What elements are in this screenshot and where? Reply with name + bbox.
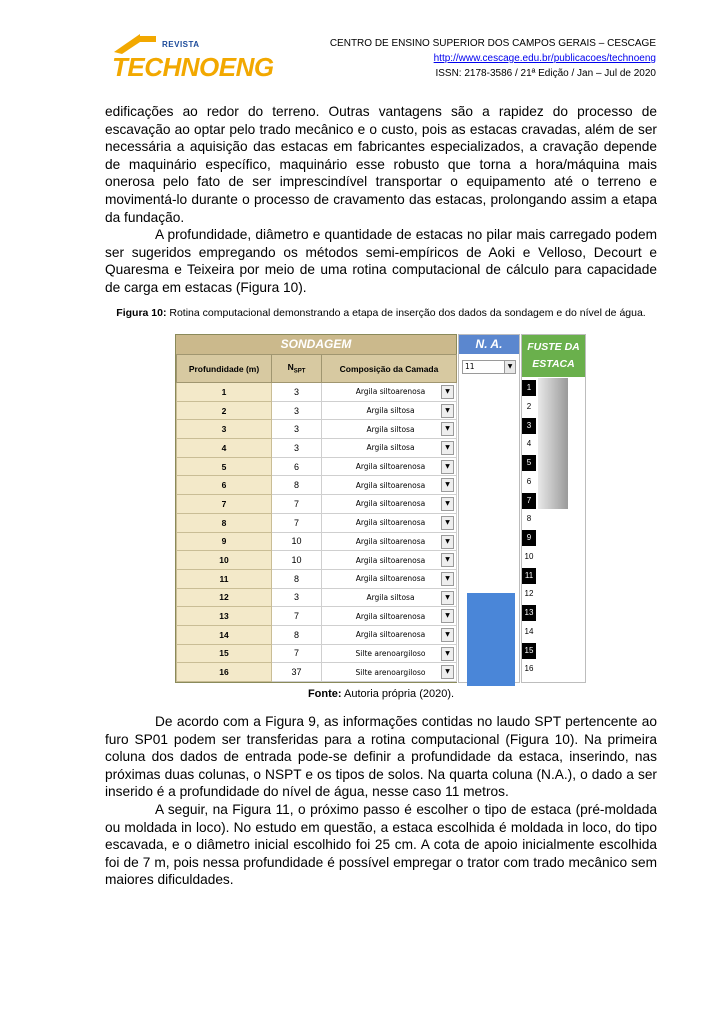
fuste-title — [522, 335, 585, 377]
composicao-value: Argila siltoarenosa — [355, 462, 426, 472]
fuste-depth-label: 7 — [522, 493, 536, 509]
fuste-title-line-2: ESTACA — [532, 358, 575, 370]
fuste-depth-label: 11 — [522, 568, 536, 584]
table-row — [177, 495, 457, 514]
table-row — [177, 625, 457, 644]
cell-profundidade: 15 — [177, 644, 272, 663]
fuste-depth-label: 15 — [522, 643, 536, 659]
sondagem-table — [176, 354, 457, 682]
fuste-depth-label: 10 — [524, 551, 534, 561]
figure-caption-text: Rotina computacional demonstrando a etapa de inserção dos dados da sondagem e do nível de água. — [166, 307, 646, 319]
composicao-value: Argila siltoarenosa — [355, 499, 426, 509]
cell-composicao[interactable] — [322, 663, 457, 682]
chevron-down-icon[interactable]: ▼ — [441, 609, 454, 623]
col-header-composicao: Composição da Camada — [322, 355, 457, 383]
cell-composicao[interactable] — [322, 569, 457, 588]
col-header-profundidade: Profundidade (m) — [177, 355, 272, 383]
cell-profundidade: 14 — [177, 625, 272, 644]
chevron-down-icon[interactable]: ▼ — [441, 422, 454, 436]
cell-nspt[interactable]: 10 — [272, 532, 322, 551]
cell-profundidade: 7 — [177, 495, 272, 514]
paragraph-4: A seguir, na Figura 11, o próximo passo é escolher o tipo de estaca (pré-moldada ou moldada in loco). No estudo em questão, a estaca escolhida é moldada in loco, do tipo escavada, e o diâmetro inicial escolhido foi 25 cm. A cota de apoio inicialmente escolhida foi de 7 m, pois nessa profundidade é possível empregar o trator com trado mecânico sem maiores dificuldades. — [105, 802, 657, 888]
cell-composicao[interactable] — [322, 401, 457, 420]
fuste-depth-label: 13 — [522, 605, 536, 621]
cell-composicao[interactable] — [322, 625, 457, 644]
cell-profundidade: 8 — [177, 513, 272, 532]
cell-profundidade: 6 — [177, 476, 272, 495]
figure-spreadsheet — [175, 334, 585, 682]
table-row — [177, 476, 457, 495]
chevron-down-icon[interactable]: ▼ — [441, 553, 454, 567]
issn-line: ISSN: 2178-3586 / 21ª Edição / Jan – Jul de 2020 — [435, 68, 656, 79]
cell-profundidade: 1 — [177, 383, 272, 402]
journal-logo — [110, 30, 300, 85]
table-row — [177, 513, 457, 532]
figure-source — [105, 688, 657, 700]
table-row — [177, 551, 457, 570]
cell-nspt[interactable]: 3 — [272, 401, 322, 420]
cell-nspt[interactable]: 3 — [272, 588, 322, 607]
logo-revista: REVISTA — [162, 40, 200, 49]
composicao-value: Argila siltoarenosa — [355, 630, 426, 640]
sondagem-title: SONDAGEM — [176, 335, 456, 354]
table-row — [177, 663, 457, 682]
table-row — [177, 439, 457, 458]
logo-brand: TECHNOENG — [112, 52, 274, 82]
composicao-value: Argila siltosa — [366, 592, 415, 602]
composicao-value: Argila siltosa — [366, 424, 415, 434]
composicao-value: Argila siltoarenosa — [355, 536, 426, 546]
na-select-value: 11 — [465, 362, 475, 371]
composicao-value: Argila siltoarenosa — [355, 518, 426, 528]
table-row — [177, 644, 457, 663]
fuste-title-line-1: FUSTE DA — [527, 341, 580, 353]
composicao-value: Argila siltosa — [366, 443, 415, 453]
cell-composicao[interactable] — [322, 476, 457, 495]
composicao-value: Argila siltoarenosa — [355, 611, 426, 621]
col-header-nspt: $N_{SPT}$ — [272, 355, 322, 383]
chevron-down-icon[interactable]: ▼ — [441, 385, 454, 399]
cell-composicao[interactable] — [322, 457, 457, 476]
table-row — [177, 607, 457, 626]
cell-profundidade: 10 — [177, 551, 272, 570]
chevron-down-icon[interactable]: ▼ — [441, 628, 454, 642]
chevron-down-icon[interactable]: ▼ — [441, 404, 454, 418]
table-row — [177, 569, 457, 588]
fuste-depth-label: 1 — [522, 380, 536, 396]
cell-nspt[interactable]: 7 — [272, 495, 322, 514]
figure-source-text: Autoria própria (2020). — [341, 688, 455, 700]
fuste-depth-label: 9 — [522, 530, 536, 546]
na-title: N. A. — [459, 335, 519, 354]
cell-nspt[interactable]: 3 — [272, 439, 322, 458]
cell-profundidade: 2 — [177, 401, 272, 420]
figure-source-label: Fonte: — [307, 688, 342, 700]
cell-composicao[interactable] — [322, 644, 457, 663]
cell-profundidade: 3 — [177, 420, 272, 439]
figure-caption — [105, 307, 657, 320]
cell-profundidade: 13 — [177, 607, 272, 626]
cell-composicao[interactable] — [322, 495, 457, 514]
chevron-down-icon[interactable]: ▼ — [441, 572, 454, 586]
chevron-down-icon[interactable]: ▼ — [441, 441, 454, 455]
cell-nspt[interactable]: 6 — [272, 457, 322, 476]
cell-composicao[interactable] — [322, 607, 457, 626]
fuste-panel — [521, 334, 586, 683]
chevron-down-icon[interactable]: ▼ — [441, 535, 454, 549]
pile-shaft — [538, 378, 568, 509]
sondagem-panel — [175, 334, 457, 683]
composicao-value: Argila siltoarenosa — [355, 480, 426, 490]
chevron-down-icon[interactable]: ▼ — [441, 460, 454, 474]
table-row — [177, 420, 457, 439]
na-panel — [458, 334, 520, 683]
composicao-value: Argila siltoarenosa — [355, 555, 426, 565]
table-row — [177, 383, 457, 402]
composicao-value: Silte arenoargiloso — [355, 648, 426, 658]
journal-link[interactable]: http://www.cescage.edu.br/publicacoes/technoeng — [433, 53, 656, 64]
institution-name: CENTRO DE ENSINO SUPERIOR DOS CAMPOS GERAIS – CESCAGE — [329, 38, 656, 49]
paragraph-2: A profundidade, diâmetro e quantidade de estacas no pilar mais carregado podem ser sugeridos empregando os métodos semi-empíricos de Aoki e Velloso, Decourt e Quaresma e Teixeira por meio de uma rotina computacional de cálculo para capacidade de carga em estacas (Figura 10). — [105, 227, 657, 295]
table-row — [177, 532, 457, 551]
fuste-depth-label: 4 — [526, 439, 532, 449]
cell-profundidade: 9 — [177, 532, 272, 551]
cell-composicao[interactable] — [322, 383, 457, 402]
water-level-bar — [467, 593, 515, 686]
cell-nspt[interactable]: 8 — [272, 476, 322, 495]
cell-composicao[interactable] — [322, 532, 457, 551]
cell-profundidade: 12 — [177, 588, 272, 607]
cell-nspt[interactable]: 7 — [272, 513, 322, 532]
paragraph-3: De acordo com a Figura 9, as informações contidas no laudo SPT pertencente ao furo SP01 podem ser transferidas para a rotina computacional (Figura 10). Na primeira coluna dos dados de entrada pode-se definir a profundidade da estaca, inserindo, nas próximas duas colunas, o NSPT e os tipos de solos. Na quarta coluna (N.A.), o dado a ser inserido é a profundidade do nível de água, nesse caso 11 metros. — [105, 714, 657, 800]
table-row — [177, 588, 457, 607]
cell-nspt[interactable]: 3 — [272, 420, 322, 439]
chevron-down-icon[interactable]: ▼ — [441, 516, 454, 530]
fuste-depth-label: 3 — [522, 418, 536, 434]
fuste-depth-label: 2 — [526, 401, 532, 411]
cell-nspt[interactable]: 8 — [272, 625, 322, 644]
composicao-value: Argila siltoarenosa — [355, 574, 426, 584]
cell-nspt[interactable]: 10 — [272, 551, 322, 570]
table-row — [177, 457, 457, 476]
cell-profundidade: 16 — [177, 663, 272, 682]
figure-caption-label: Figura 10: — [116, 307, 167, 319]
cell-nspt[interactable]: 7 — [272, 607, 322, 626]
chevron-down-icon[interactable]: ▼ — [504, 361, 515, 373]
paragraph-1: edificações ao redor do terreno. Outras vantagens são a rapidez do processo de escavação ao optar pelo trado mecânico e o custo, pois as estacas cravadas, além de ser necessária a aquisição das estacas em fabricantes especializados, a cravação depende de maquinário específico, maquinário esse robusto que torna a hora/máquina mais onerosa pelo fato de ser imprescindível transportar o equipamento até o terreno e movimentá-lo durante o processo de cravamento das estacas, prolongando assim a etapa da fundação. — [105, 104, 657, 225]
fuste-depth-label: 16 — [524, 664, 534, 674]
fuste-depth-label: 12 — [524, 589, 534, 599]
cell-profundidade: 4 — [177, 439, 272, 458]
cell-composicao[interactable] — [322, 551, 457, 570]
chevron-down-icon[interactable]: ▼ — [441, 591, 454, 605]
fuste-depth-label: 8 — [526, 514, 532, 524]
cell-nspt[interactable]: 3 — [272, 383, 322, 402]
cell-composicao[interactable] — [322, 420, 457, 439]
composicao-value: Argila siltoarenosa — [355, 387, 426, 397]
chevron-down-icon[interactable]: ▼ — [441, 647, 454, 661]
composicao-value: Silte arenoargiloso — [355, 667, 426, 677]
cell-profundidade: 5 — [177, 457, 272, 476]
cell-composicao[interactable] — [322, 588, 457, 607]
cell-nspt[interactable]: 37 — [272, 663, 322, 682]
composicao-value: Argila siltosa — [366, 406, 415, 416]
table-row — [177, 401, 457, 420]
fuste-depth-label: 6 — [526, 476, 532, 486]
fuste-depth-label: 14 — [524, 626, 534, 636]
cell-composicao[interactable] — [322, 513, 457, 532]
cell-profundidade: 11 — [177, 569, 272, 588]
na-select[interactable] — [462, 360, 516, 374]
chevron-down-icon[interactable]: ▼ — [441, 497, 454, 511]
cell-nspt[interactable]: 8 — [272, 569, 322, 588]
chevron-down-icon[interactable]: ▼ — [441, 665, 454, 679]
cell-nspt[interactable]: 7 — [272, 644, 322, 663]
fuste-depth-label: 5 — [522, 455, 536, 471]
cell-composicao[interactable] — [322, 439, 457, 458]
chevron-down-icon[interactable]: ▼ — [441, 478, 454, 492]
page-header — [330, 36, 656, 81]
